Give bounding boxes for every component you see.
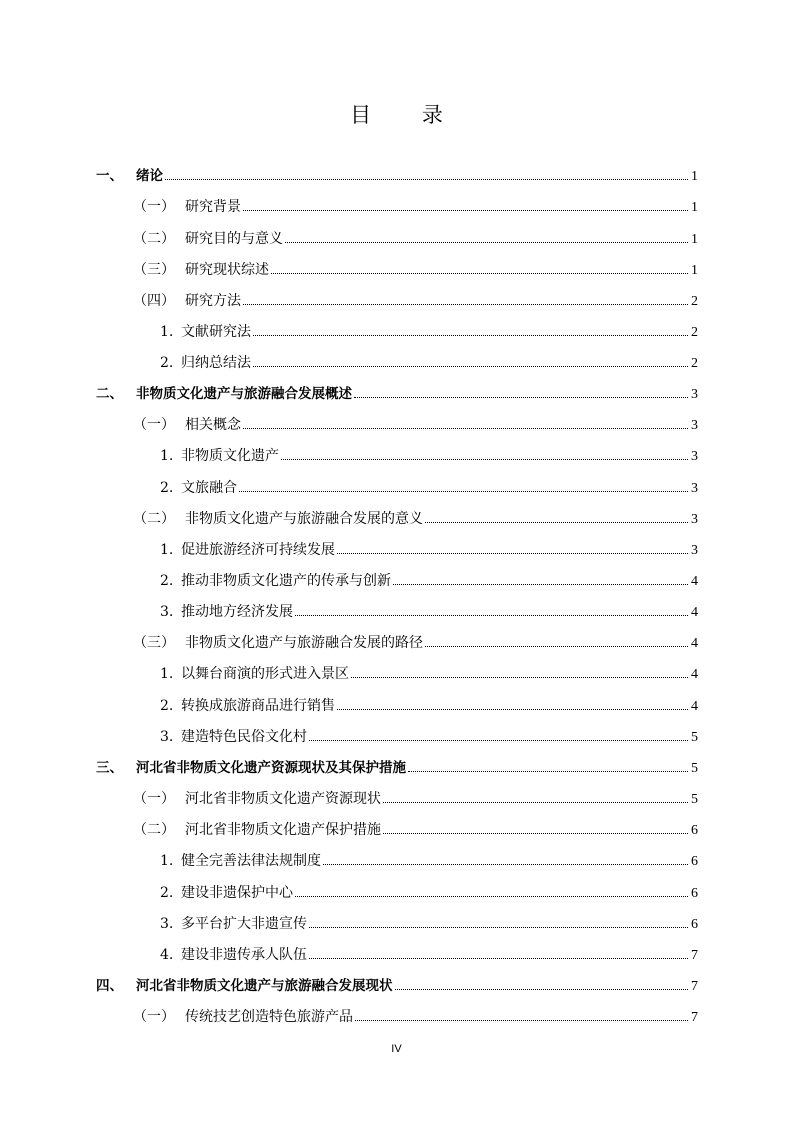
toc-entry-number: 1. (160, 853, 174, 869)
toc-dot-leader (165, 163, 688, 180)
toc-entry-page-number: 3 (691, 387, 698, 402)
toc-entry-title: 多平台扩大非遗宣传 (181, 916, 307, 932)
toc-dot-leader (425, 630, 688, 647)
toc-entry-number: 3. (160, 729, 174, 745)
toc-entry-page-number: 6 (691, 917, 698, 932)
toc-entry[interactable] (160, 880, 698, 902)
toc-entry-title: 研究目的与意义 (185, 231, 283, 247)
toc-dot-leader (253, 319, 688, 336)
toc-dot-leader (355, 1004, 688, 1021)
toc-entry-title: 传统技艺创造特色旅游产品 (185, 1009, 353, 1025)
toc-entry-number: （一） (133, 791, 175, 807)
toc-entry[interactable] (133, 257, 698, 279)
toc-entry-page-number: 1 (691, 263, 698, 278)
toc-entry-page-number: 4 (691, 699, 698, 714)
toc-entry-title: 归纳总结法 (181, 355, 251, 371)
toc-dot-leader (243, 288, 688, 305)
toc-entry-number: 2. (160, 355, 174, 371)
toc-entry-title: 建设非遗保护中心 (181, 885, 293, 901)
toc-entry[interactable] (160, 475, 698, 497)
toc-dot-leader (323, 848, 688, 865)
toc-entry-page-number: 1 (691, 169, 698, 184)
toc-entry-title: 建造特色民俗文化村 (181, 729, 307, 745)
toc-entry-number: 2. (160, 698, 174, 714)
toc-entry-page-number: 5 (691, 761, 698, 776)
toc-entry-title: 河北省非物质文化遗产资源现状及其保护措施 (136, 760, 406, 776)
toc-entry-number: 2. (160, 885, 174, 901)
toc-dot-leader (354, 381, 688, 398)
toc-entry-page-number: 4 (691, 574, 698, 589)
toc-entry[interactable] (96, 163, 698, 185)
toc-entry-title: 文旅融合 (181, 480, 237, 496)
toc-entry[interactable] (133, 817, 698, 839)
toc-dot-leader (337, 693, 688, 710)
toc-entry-number: （二） (133, 822, 175, 838)
toc-entry-page-number: 2 (691, 356, 698, 371)
toc-entry[interactable] (160, 599, 698, 621)
toc-entry-title: 绪论 (136, 168, 163, 184)
toc-entry-number: （一） (133, 199, 175, 215)
toc-dot-leader (383, 817, 688, 834)
toc-entry-page-number: 6 (691, 823, 698, 838)
toc-entry[interactable] (160, 724, 698, 746)
toc-dot-leader (425, 506, 688, 523)
toc-entry-page-number: 3 (691, 512, 698, 527)
toc-entry[interactable] (160, 537, 698, 559)
toc-dot-leader (393, 568, 688, 585)
toc-entry-number: 1. (160, 666, 174, 682)
toc-entry[interactable] (160, 942, 698, 964)
toc-entry-number: （二） (133, 231, 175, 247)
toc-entry[interactable] (160, 848, 698, 870)
toc-entry[interactable] (160, 568, 698, 590)
toc-dot-leader (243, 194, 688, 211)
toc-entry-number: （四） (133, 293, 175, 309)
toc-entry-title: 研究背景 (185, 199, 241, 215)
toc-entry-page-number: 7 (691, 948, 698, 963)
toc-entry[interactable] (160, 661, 698, 683)
toc-entry-number: 3. (160, 916, 174, 932)
toc-entry-title: 非物质文化遗产 (181, 448, 279, 464)
toc-entry[interactable] (160, 443, 698, 465)
toc-entry-page-number: 3 (691, 418, 698, 433)
toc-dot-leader (337, 537, 688, 554)
toc-entry[interactable] (96, 973, 698, 995)
toc-entry-number: 4. (160, 947, 174, 963)
toc-entry-title: 促进旅游经济可持续发展 (181, 542, 335, 558)
toc-entry[interactable] (133, 630, 698, 652)
toc-entry-page-number: 3 (691, 543, 698, 558)
toc-entry[interactable] (133, 288, 698, 310)
toc-entry-title: 转换成旅游商品进行销售 (181, 698, 335, 714)
toc-entry[interactable] (133, 506, 698, 528)
toc-entry-number: 1. (160, 448, 174, 464)
toc-entry-title: 推动地方经济发展 (181, 604, 293, 620)
toc-entry[interactable] (133, 786, 698, 808)
toc-entry-number: 三、 (96, 760, 123, 776)
toc-entry-number: 2. (160, 573, 174, 589)
toc-entry-title: 河北省非物质文化遗产保护措施 (185, 822, 381, 838)
toc-entry[interactable] (96, 381, 698, 403)
toc-entry[interactable] (160, 350, 698, 372)
toc-dot-leader (395, 973, 689, 990)
toc-entry[interactable] (133, 226, 698, 248)
toc-entry-page-number: 5 (691, 792, 698, 807)
toc-entry-title: 河北省非物质文化遗产与旅游融合发展现状 (136, 978, 393, 994)
toc-entry-title: 非物质文化遗产与旅游融合发展的意义 (185, 511, 423, 527)
toc-entry-title: 建设非遗传承人队伍 (181, 947, 307, 963)
toc-entry-title: 健全完善法律法规制度 (181, 853, 321, 869)
toc-dot-leader (351, 661, 688, 678)
toc-entry-title: 研究现状综述 (185, 262, 269, 278)
toc-dot-leader (309, 942, 688, 959)
toc-entry[interactable] (96, 755, 698, 777)
toc-dot-leader (285, 226, 688, 243)
toc-dot-leader (243, 412, 688, 429)
toc-dot-leader (239, 475, 688, 492)
toc-entry-title: 文献研究法 (181, 324, 251, 340)
toc-entry[interactable] (160, 693, 698, 715)
toc-entry-title: 研究方法 (185, 293, 241, 309)
toc-entry[interactable] (160, 319, 698, 341)
toc-entry-page-number: 3 (691, 481, 698, 496)
toc-entry[interactable] (133, 412, 698, 434)
toc-dot-leader (408, 755, 688, 772)
footer-page-number: IV (391, 1043, 402, 1055)
toc-entry-page-number: 6 (691, 854, 698, 869)
toc-entry-title: 非物质文化遗产与旅游融合发展的路径 (185, 635, 423, 651)
toc-entry-page-number: 1 (691, 232, 698, 247)
toc-entry-page-number: 6 (691, 886, 698, 901)
toc-entry-page-number: 4 (691, 605, 698, 620)
toc-dot-leader (271, 257, 688, 274)
toc-entry-number: （一） (133, 417, 175, 433)
toc-entry-page-number: 2 (691, 294, 698, 309)
toc-title: 目 录 (350, 103, 465, 127)
toc-entry-number: 四、 (96, 978, 123, 994)
toc-entry-number: 2. (160, 480, 174, 496)
toc-entry[interactable] (133, 1004, 698, 1026)
toc-entry-page-number: 7 (691, 979, 698, 994)
toc-entry-number: 1. (160, 324, 174, 340)
toc-dot-leader (309, 911, 688, 928)
toc-entry-title: 相关概念 (185, 417, 241, 433)
toc-entry-page-number: 4 (691, 667, 698, 682)
toc-dot-leader (309, 724, 688, 741)
toc-entry-number: 一、 (96, 168, 123, 184)
toc-dot-leader (295, 880, 688, 897)
toc-dot-leader (253, 350, 688, 367)
toc-entry-page-number: 5 (691, 730, 698, 745)
toc-entry-page-number: 2 (691, 325, 698, 340)
toc-dot-leader (295, 599, 688, 616)
toc-entry-page-number: 7 (691, 1010, 698, 1025)
toc-entry-title: 推动非物质文化遗产的传承与创新 (181, 573, 391, 589)
toc-entry-page-number: 4 (691, 636, 698, 651)
toc-entry-page-number: 1 (691, 200, 698, 215)
toc-entry-title: 非物质文化遗产与旅游融合发展概述 (136, 386, 352, 402)
toc-entry-page-number: 3 (691, 449, 698, 464)
toc-entry-number: 3. (160, 604, 174, 620)
toc-entry[interactable] (160, 911, 698, 933)
toc-entry-number: （二） (133, 511, 175, 527)
toc-entry-number: （一） (133, 1009, 175, 1025)
toc-entry-number: （三） (133, 262, 175, 278)
toc-entry-title: 河北省非物质文化遗产资源现状 (185, 791, 381, 807)
toc-dot-leader (281, 443, 688, 460)
toc-entry-title: 以舞台商演的形式进入景区 (181, 666, 349, 682)
toc-entry-number: （三） (133, 635, 175, 651)
toc-entry[interactable] (133, 194, 698, 216)
toc-entry-number: 二、 (96, 386, 123, 402)
toc-entry-number: 1. (160, 542, 174, 558)
toc-dot-leader (383, 786, 688, 803)
